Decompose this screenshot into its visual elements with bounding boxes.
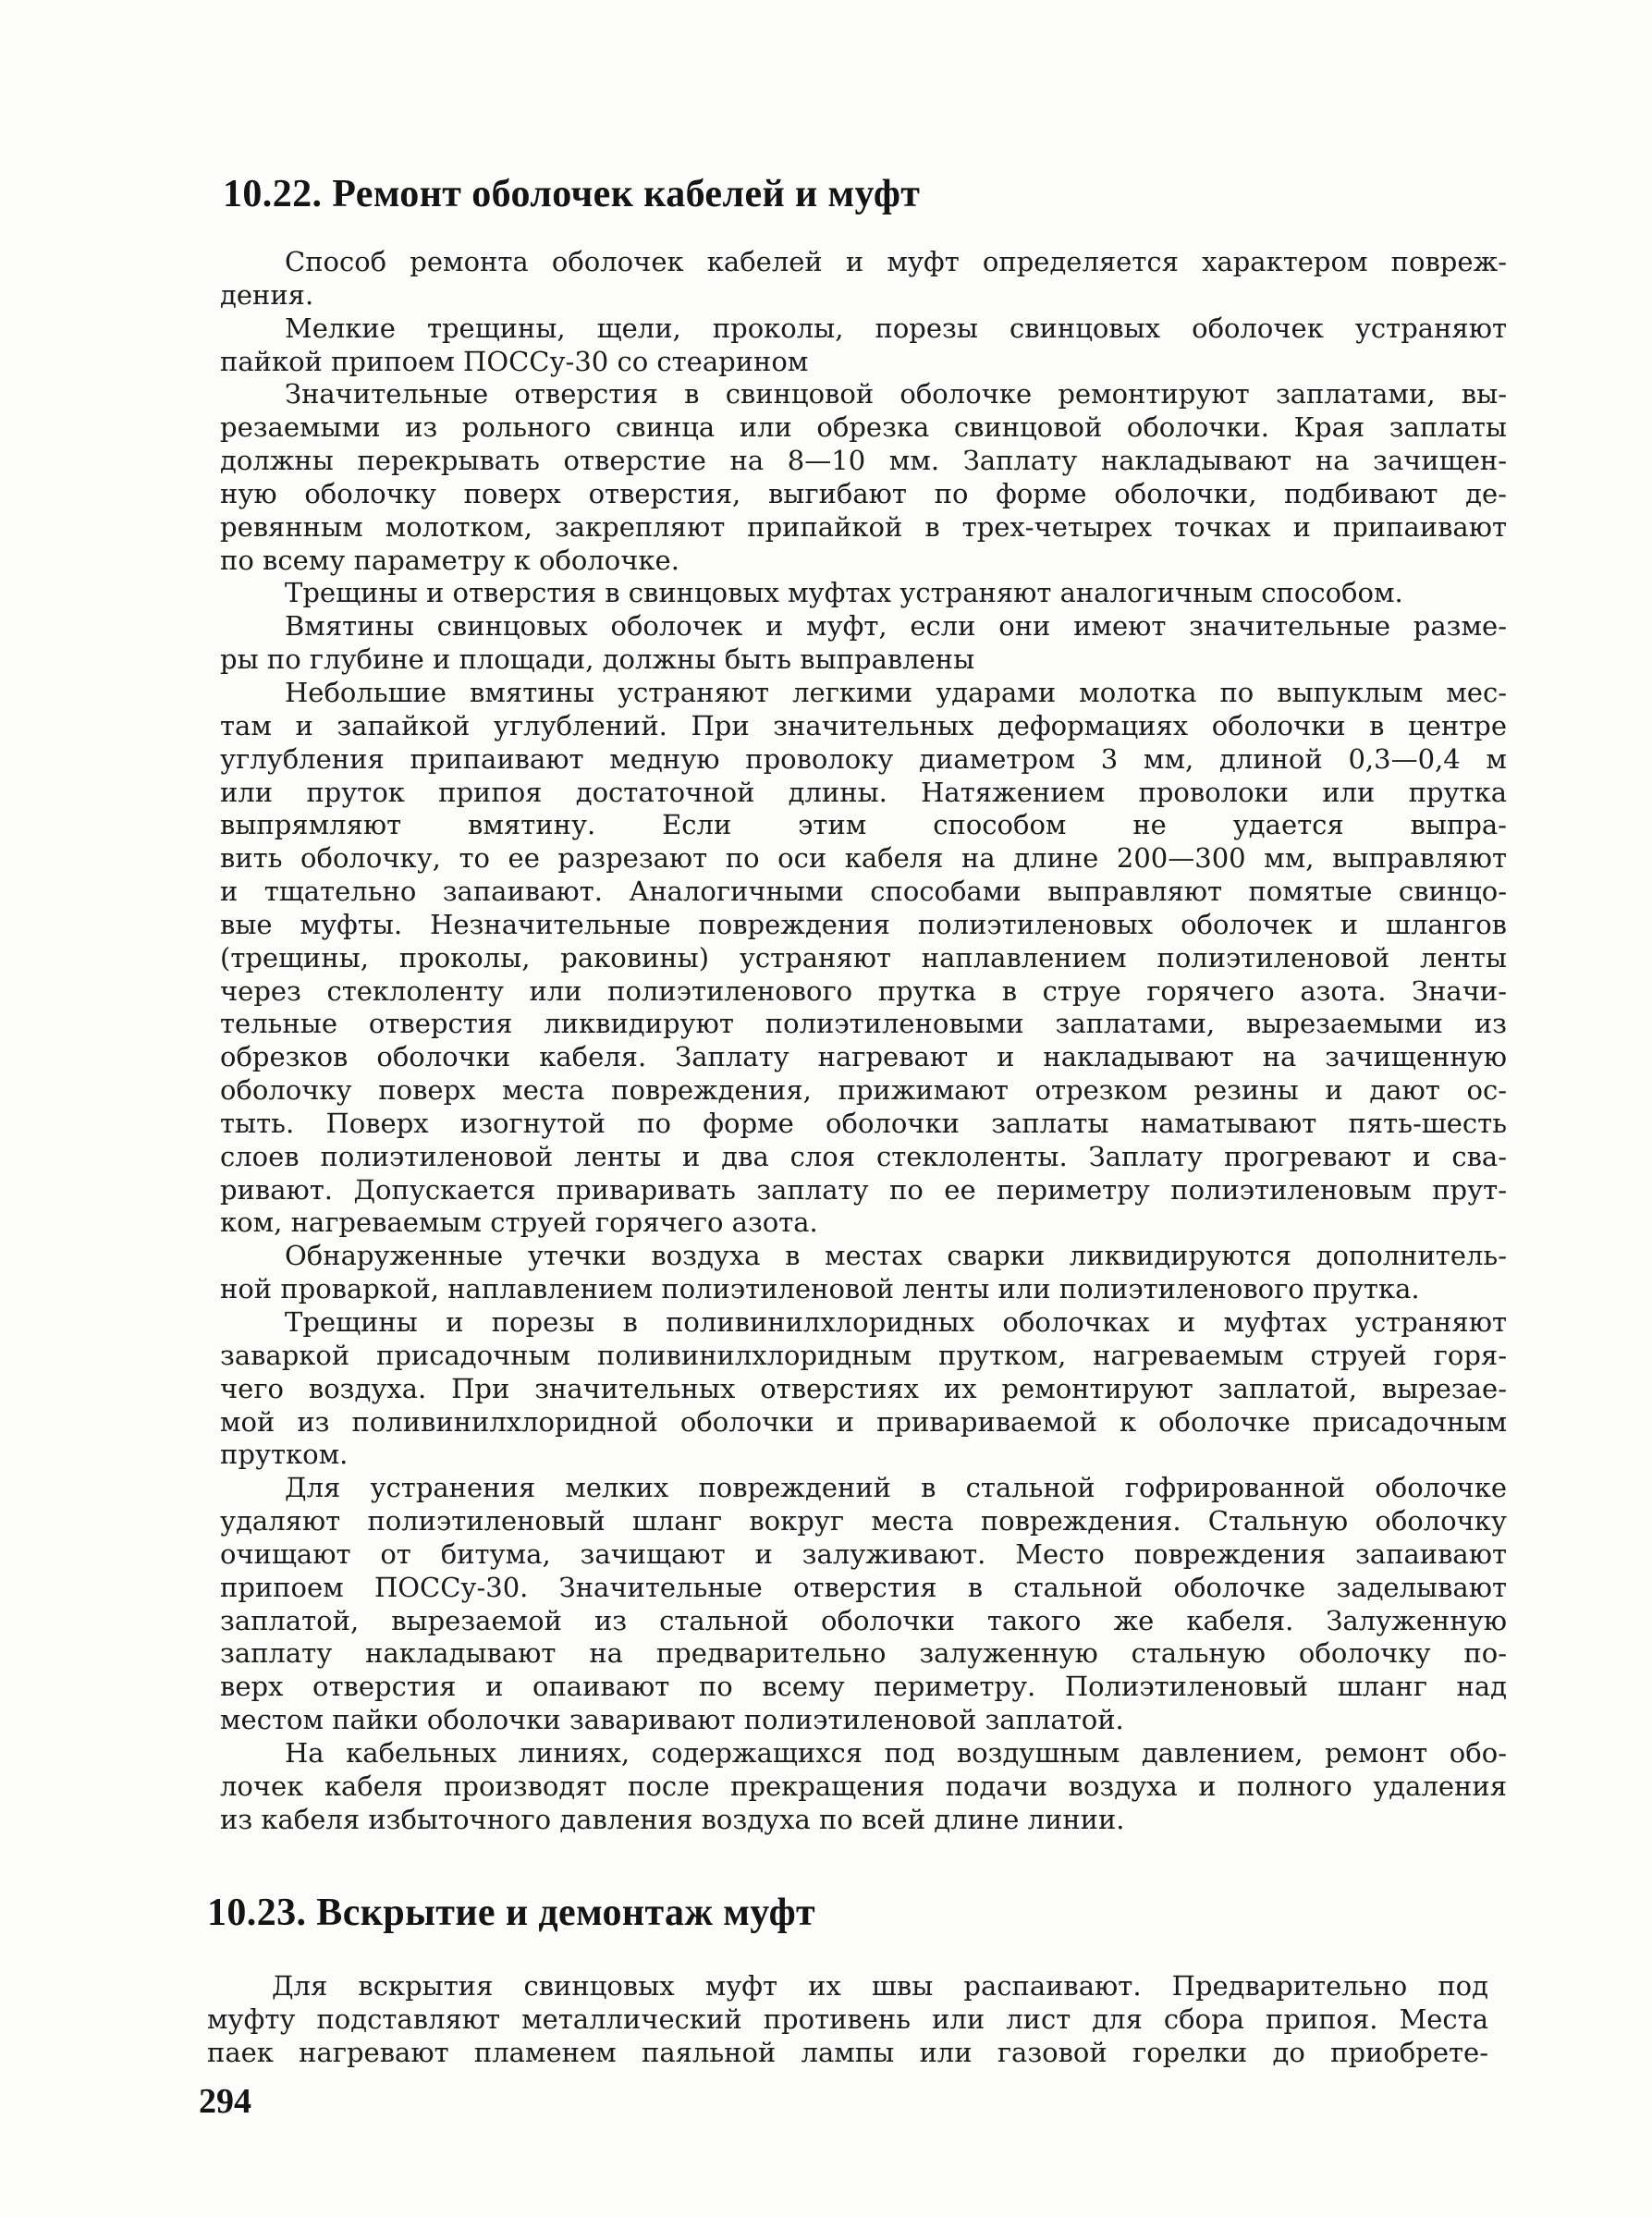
- text-line: Способ ремонта оболочек кабелей и муфт определяется характером повреж-: [285, 246, 1507, 277]
- text-line: чего воздуха. При значительных отверстиях их ремонтируют заплатой, вырезае-: [220, 1372, 1507, 1404]
- text-line: вые муфты. Незначительные повреждения полиэтиленовых оболочек и шлангов: [220, 908, 1507, 940]
- text-line: тыть. Поверх изогнутой по форме оболочки заплаты наматывают пять-шесть: [220, 1107, 1507, 1139]
- text-line: ры по глубине и площади, должны быть выправлены: [220, 643, 975, 676]
- page-number: 294: [199, 2082, 251, 2121]
- paragraph: [220, 312, 1507, 379]
- text-line: очищают от битума, зачищают и залуживают. Место повреждения запаивают: [220, 1537, 1507, 1570]
- paragraph: [220, 378, 1507, 577]
- text-line: ривают. Допускается приваривать заплату по ее периметру полиэтиленовым прут-: [220, 1173, 1507, 1206]
- text-line: верх отверстия и опаивают по всему периметру. Полиэтиленовый шланг над: [220, 1671, 1507, 1703]
- text-line: или пруток припоя достаточной длины. Натяжением проволоки или прутка: [220, 776, 1507, 808]
- paragraph: [220, 610, 1507, 677]
- text-line: На кабельных линиях, содержащихся под воздушным давлением, ремонт обо-: [285, 1736, 1507, 1769]
- text-line: Мелкие трещины, щели, проколы, порезы свинцовых оболочек устраняют: [285, 312, 1507, 344]
- text-line: резаемыми из рольного свинца или обрезка свинцовой оболочки. Края заплаты: [220, 411, 1507, 444]
- text-line: ной проваркой, наплавлением полиэтиленовой ленты или полиэтиленового прутка.: [220, 1273, 1420, 1305]
- text-line: пайкой припоем ПОССу-30 со стеарином: [220, 345, 809, 377]
- section-10-22: [220, 168, 1507, 1837]
- text-line: ком, нагреваемым струей горячего азота.: [220, 1206, 818, 1239]
- text-line: Небольшие вмятины устраняют легкими ударами молотка по выпуклым мес-: [285, 676, 1507, 708]
- text-line: должны перекрывать отверстие на 8—10 мм. Заплату накладывают на зачищен-: [220, 445, 1507, 477]
- section-title: 10.22. Ремонт оболочек кабелей и муфт: [223, 173, 921, 215]
- section-body: [220, 246, 1507, 1837]
- text-line: Для вскрытия свинцовых муфт их швы распаивают. Предварительно под: [272, 1970, 1488, 2002]
- paragraph: [220, 246, 1507, 312]
- text-line: дения.: [220, 278, 314, 311]
- text-line: местом пайки оболочки заваривают полиэтиленовой заплатой.: [220, 1704, 1124, 1736]
- text-line: Трещины и порезы в поливинилхлоридных оболочках и муфтах устраняют: [285, 1306, 1507, 1338]
- text-line: Трещины и отверстия в свинцовых муфтах устраняют аналогичным способом.: [285, 577, 1403, 609]
- text-line: Обнаруженные утечки воздуха в местах сварки ликвидируются дополнитель-: [285, 1240, 1507, 1272]
- text-line: заплатой, вырезаемой из стальной оболочки такого же кабеля. Залуженную: [220, 1604, 1507, 1636]
- section-title: 10.23. Вскрытие и демонтаж муфт: [207, 1892, 816, 1934]
- section-body: [207, 1970, 1488, 2070]
- text-line: оболочку поверх места повреждения, прижимают отрезком резины и дают ос-: [220, 1074, 1507, 1107]
- text-line: по всему параметру к оболочке.: [220, 544, 679, 576]
- paragraph: [220, 1472, 1507, 1737]
- text-line: Значительные отверстия в свинцовой оболочке ремонтируют заплатами, вы-: [285, 378, 1507, 410]
- section-10-23: [207, 1887, 1488, 2070]
- text-line: углубления припаивают медную проволоку диаметром 3 мм, длиной 0,3—0,4 м: [220, 742, 1507, 775]
- text-line: заплату накладывают на предварительно залуженную стальную оболочку по-: [220, 1637, 1507, 1670]
- text-line: обрезков оболочки кабеля. Заплату нагревают и накладывают на зачищенную: [220, 1041, 1507, 1073]
- text-line: припоем ПОССу-30. Значительные отверстия в стальной оболочке заделывают: [220, 1571, 1507, 1603]
- text-line: лочек кабеля производят после прекращения подачи воздуха и полного удаления: [220, 1770, 1507, 1802]
- text-line: там и запайкой углублений. При значительных деформациях оболочки в центре: [220, 709, 1507, 741]
- text-line: ную оболочку поверх отверстия, выгибают по форме оболочки, подбивают де-: [220, 477, 1507, 509]
- paragraph: [220, 1240, 1507, 1306]
- text-line: удаляют полиэтиленовый шланг вокруг места повреждения. Стальную оболочку: [220, 1505, 1507, 1537]
- text-line: паек нагревают пламенем паяльной лампы или газовой горелки до приобрете-: [207, 2036, 1488, 2068]
- text-line: Для устранения мелких повреждений в стальной гофрированной оболочке: [285, 1472, 1507, 1504]
- text-line: из кабеля избыточного давления воздуха по всей длине линии.: [220, 1803, 1125, 1835]
- text-line: Вмятины свинцовых оболочек и муфт, если они имеют значительные разме-: [285, 610, 1507, 643]
- text-line: слоев полиэтиленовой ленты и два слоя стеклоленты. Заплату прогревают и сва-: [220, 1140, 1507, 1172]
- text-line: прутком.: [220, 1439, 349, 1471]
- text-line: выпрямляют вмятину. Если этим способом не удается выпра-: [220, 809, 1507, 841]
- text-line: (трещины, проколы, раковины) устраняют наплавлением полиэтиленовой ленты: [220, 941, 1507, 974]
- text-line: ревянным молотком, закрепляют припайкой в трех-четырех точках и припаивают: [220, 510, 1507, 543]
- paragraph: [220, 577, 1507, 610]
- text-line: через стеклоленту или полиэтиленового прутка в струе горячего азота. Значи-: [220, 974, 1507, 1007]
- paragraph: [220, 1306, 1507, 1472]
- text-line: и тщательно запаивают. Аналогичными способами выправляют помятые свинцо-: [220, 876, 1507, 908]
- paragraph: [220, 1737, 1507, 1837]
- text-line: вить оболочку, то ее разрезают по оси кабеля на длине 200—300 мм, выправляют: [220, 842, 1507, 875]
- text-line: заваркой присадочным поливинилхлоридным прутком, нагреваемым струей горя-: [220, 1339, 1507, 1371]
- paragraph: [220, 677, 1507, 1240]
- text-line: тельные отверстия ликвидируют полиэтиленовыми заплатами, вырезаемыми из: [220, 1008, 1507, 1040]
- text-line: мой из поливинилхлоридной оболочки и привариваемой к оболочке присадочным: [220, 1405, 1507, 1438]
- paragraph: [207, 1970, 1488, 2070]
- text-line: муфту подставляют металлический противень или лист для сбора припоя. Места: [207, 2003, 1488, 2035]
